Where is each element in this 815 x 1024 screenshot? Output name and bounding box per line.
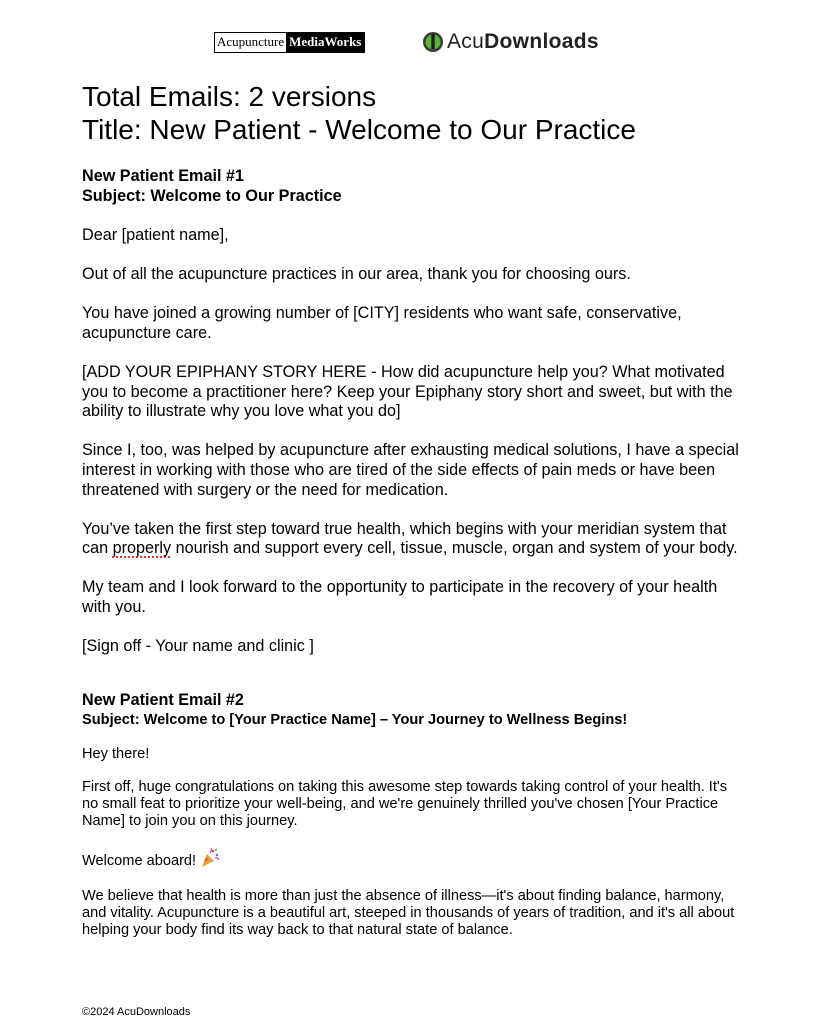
- email-2-section: [82, 691, 742, 940]
- logo-acu-text1: Acu: [447, 30, 485, 53]
- email-2-paragraph-3: We believe that health is more than just the absence of illness—it's about finding balance, harmony, and vitality. Acupuncture is a beautiful art, steeped in thousands of years of tradition, and it's all about helping your body find its way back to that natural state of balance.: [82, 888, 735, 939]
- document-body: [82, 80, 742, 939]
- email-1-paragraph-4: Since I, too, was helped by acupuncture after exhausting medical solutions, I have a special interest in working with those who are tired of the side effects of pain meds or have been threatened with surgery or the need for medication.: [82, 441, 739, 499]
- email-2-heading: New Patient Email #2: [82, 690, 244, 709]
- acudownloads-logo: [422, 30, 599, 54]
- email-1-paragraph-2: You have joined a growing number of [CITY] residents who want safe, conservative, acupuncture care.: [82, 304, 682, 342]
- email-2-paragraph-1: First off, huge congratulations on taking this awesome step towards taking control of your health. It's no small feat to prioritize your well-being, and we're genuinely thrilled you've chosen [Your Practice Name] to join you on this journey.: [82, 779, 727, 830]
- email-1-signoff: [Sign off - Your name and clinic ]: [82, 637, 314, 656]
- email-1-paragraph-3: [ADD YOUR EPIPHANY STORY HERE - How did acupuncture help you? What motivated you to become a practitioner here? Keep your Epiphany story short and sweet, but with the ability to illustrate why you love what you do]: [82, 362, 733, 421]
- email-1-paragraph-5: [82, 520, 742, 559]
- logo-mw-text2: MediaWorks: [286, 33, 364, 52]
- email-1-paragraph-5-end: nourish and support every cell, tissue, muscle, organ and system of your body.: [171, 539, 738, 558]
- document-title: Title: New Patient - Welcome to Our Practice: [82, 114, 636, 145]
- logo-bar: [0, 30, 815, 56]
- email-2-greeting: Hey there!: [82, 746, 150, 763]
- email-2-welcome-text: Welcome aboard!: [82, 853, 197, 870]
- email-2-paragraph-2: [82, 848, 742, 870]
- email-1-paragraph-5-start: You’ve taken the first step toward true health, which begins with your meridian system that can: [82, 519, 727, 558]
- party-popper-icon: [200, 848, 220, 868]
- logo-acu-text2: Downloads: [484, 30, 599, 53]
- email-1-salutation: Dear [patient name],: [82, 225, 229, 244]
- email-1-paragraph-1: Out of all the acupuncture practices in our area, thank you for choosing ours.: [82, 264, 631, 283]
- spellcheck-flagged-word[interactable]: properly: [112, 539, 172, 558]
- logo-mw-text1: Acupuncture: [215, 33, 286, 52]
- email-1-heading: New Patient Email #1: [82, 167, 244, 185]
- email-2-subject: Subject: Welcome to [Your Practice Name] – Your Journey to Wellness Begins!: [82, 712, 628, 729]
- copyright-footer: ©2024 AcuDownloads: [82, 1006, 191, 1018]
- email-1-section: [82, 167, 742, 657]
- email-1-paragraph-6: My team and I look forward to the opportunity to participate in the recovery of your health with you.: [82, 578, 718, 617]
- download-circle-icon: [422, 31, 444, 53]
- acupuncture-mediaworks-logo: [214, 32, 365, 53]
- email-1-subject: Subject: Welcome to Our Practice: [82, 186, 342, 205]
- total-emails-heading: Total Emails: 2 versions: [82, 81, 377, 112]
